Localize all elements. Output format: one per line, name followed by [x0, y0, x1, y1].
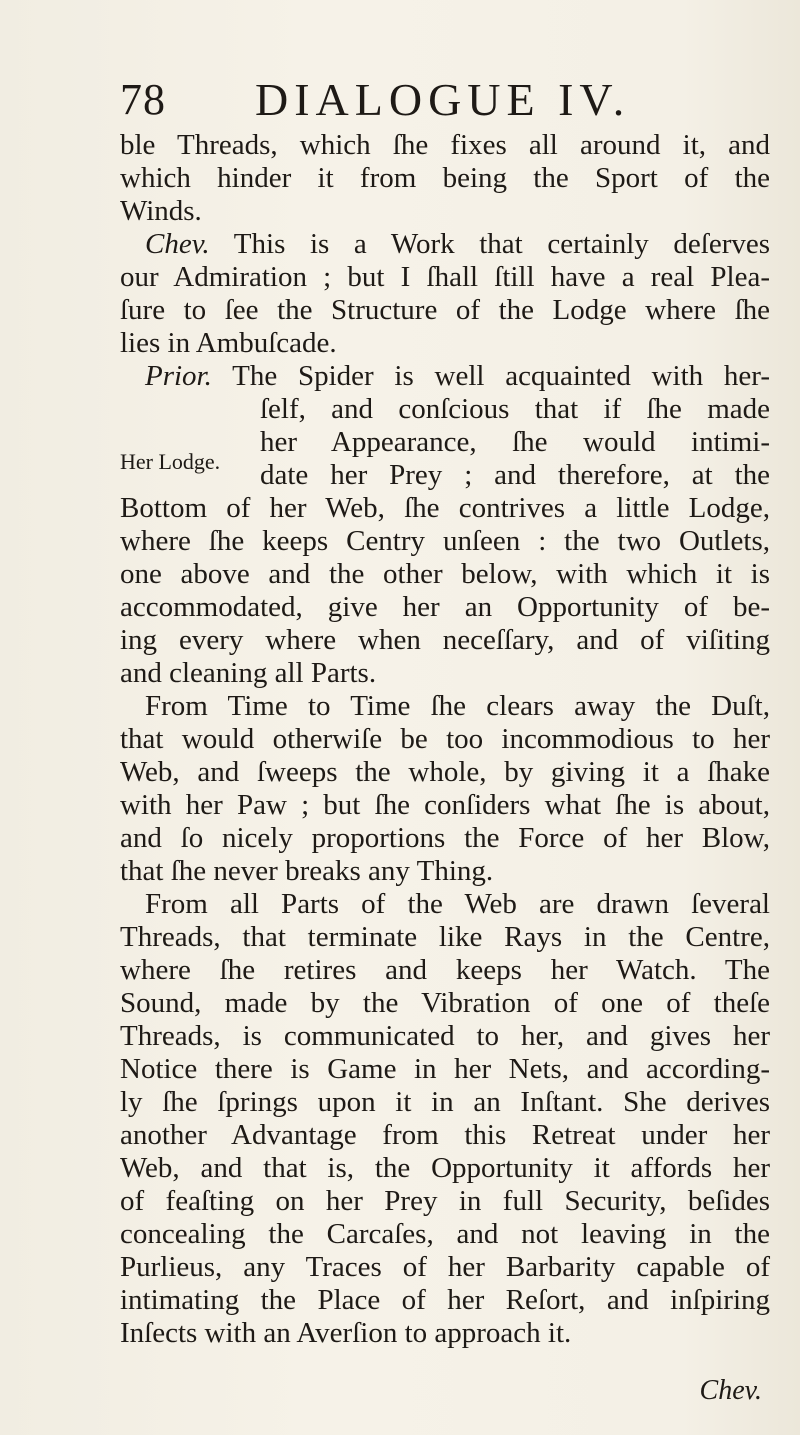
- text-line: Purlieus, any Traces of her Barbarity capable of: [120, 1251, 770, 1283]
- text-line: From Time to Time ſhe clears away the Duſt,: [145, 690, 770, 722]
- text-line-content: The Spider is well acquainted with her-: [232, 360, 770, 392]
- running-head: DIALOGUE IV.: [255, 74, 631, 125]
- text-line: ſelf, and conſcious that if ſhe made: [260, 393, 770, 425]
- text-line: lies in Ambuſcade.: [120, 327, 337, 359]
- text-line: one above and the other below, with which it is: [120, 558, 770, 590]
- text-line: date her Prey ; and therefore, at the: [260, 459, 770, 491]
- margin-note: Her Lodge.: [120, 449, 221, 474]
- text-line: ſure to ſee the Structure of the Lodge where ſhe: [120, 294, 770, 326]
- page-number: 78: [120, 75, 166, 124]
- catchword: Chev.: [699, 1375, 762, 1406]
- text-line: ble Threads, which ſhe fixes all around it, and: [120, 129, 770, 161]
- text-line: and ſo nicely proportions the Force of her Blow,: [120, 822, 770, 854]
- text-line: Threads, is communicated to her, and gives her: [120, 1020, 770, 1052]
- text-line-content: This is a Work that certainly deſerves: [233, 228, 771, 260]
- text-line: that ſhe never breaks any Thing.: [120, 855, 494, 887]
- speaker-name: Prior.: [145, 360, 212, 392]
- text-line: [145, 228, 770, 260]
- text-line: Inſects with an Averſion to approach it.: [120, 1317, 572, 1349]
- text-line: of feaſting on her Prey in full Security, beſides: [120, 1185, 770, 1217]
- text-line: and cleaning all Parts.: [120, 657, 377, 689]
- text-line: Web, and that is, the Opportunity it affords her: [120, 1152, 770, 1184]
- page-header: [120, 70, 760, 130]
- text-line: From all Parts of the Web are drawn ſeveral: [145, 888, 770, 920]
- text-line: accommodated, give her an Opportunity of be-: [120, 591, 770, 623]
- text-line: Winds.: [120, 195, 202, 227]
- text-line: Notice there is Game in her Nets, and according-: [120, 1053, 770, 1085]
- text-line: her Appearance, ſhe would intimi-: [260, 426, 770, 458]
- text-line: another Advantage from this Retreat under her: [120, 1119, 770, 1151]
- text-line: which hinder it from being the Sport of the: [120, 162, 770, 194]
- text-line: that would otherwiſe be too incommodious to her: [120, 723, 770, 755]
- text-line: Bottom of her Web, ſhe contrives a little Lodge,: [120, 492, 770, 524]
- text-line: intimating the Place of her Reſort, and inſpiring: [120, 1284, 770, 1316]
- text-line: Web, and ſweeps the whole, by giving it a ſhake: [120, 756, 770, 788]
- text-line: [145, 360, 770, 392]
- text-line: where ſhe keeps Centry unſeen : the two Outlets,: [120, 525, 770, 557]
- text-line: our Admiration ; but I ſhall ſtill have a real Plea-: [120, 261, 770, 293]
- text-line: Threads, that terminate like Rays in the Centre,: [120, 921, 770, 953]
- text-line: where ſhe retires and keeps her Watch. The: [120, 954, 770, 986]
- text-line: ly ſhe ſprings upon it in an Inſtant. She derives: [120, 1086, 770, 1118]
- text-line: Sound, made by the Vibration of one of theſe: [120, 987, 770, 1019]
- speaker-name: Chev.: [145, 228, 210, 260]
- text-line: concealing the Carcaſes, and not leaving in the: [120, 1218, 770, 1250]
- text-line: ing every where when neceſſary, and of viſiting: [120, 624, 770, 656]
- text-line: with her Paw ; but ſhe conſiders what ſhe is about,: [120, 789, 770, 821]
